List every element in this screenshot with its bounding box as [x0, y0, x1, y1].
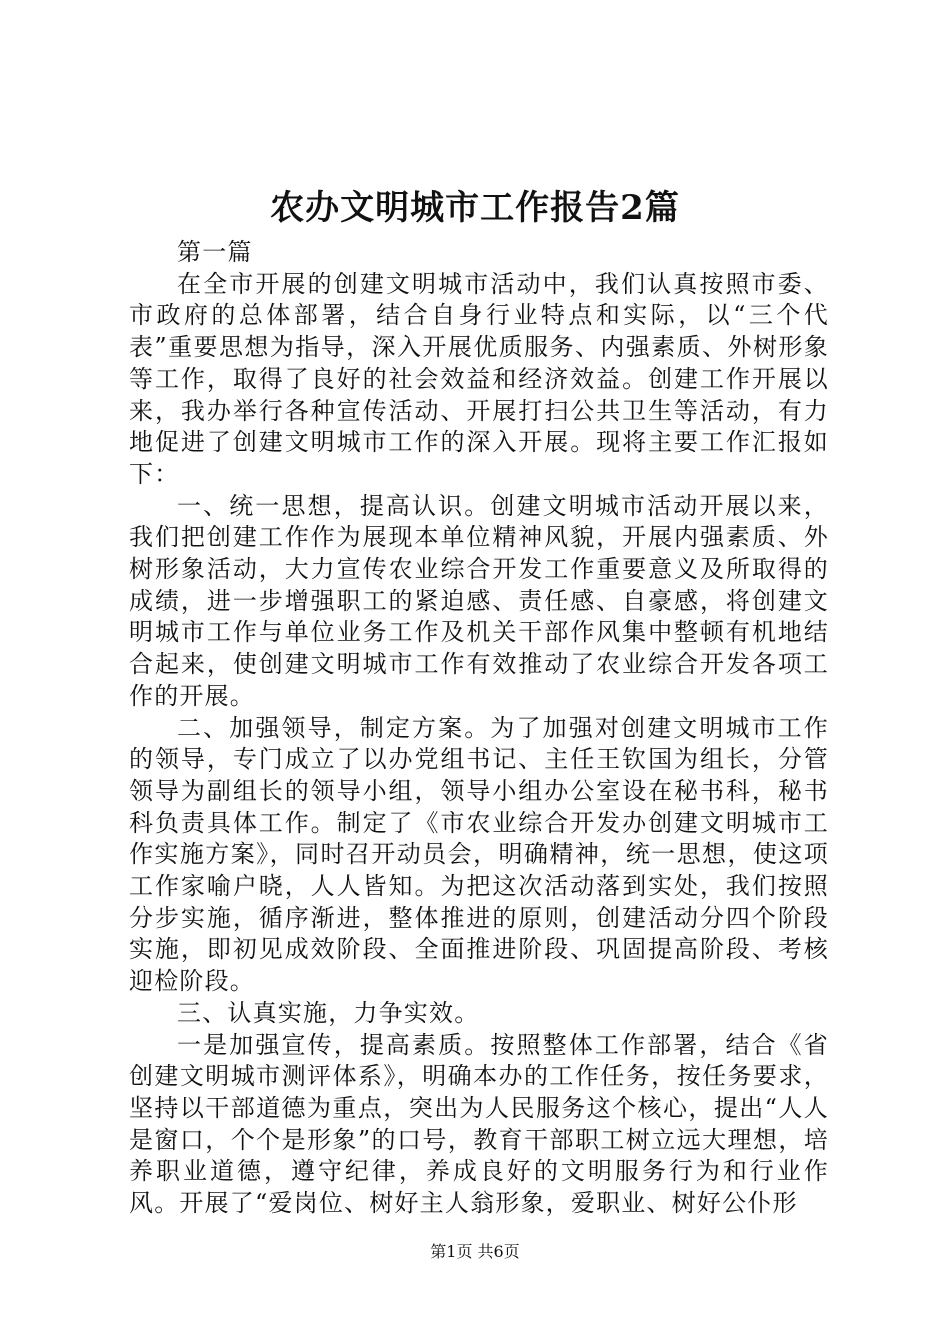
paragraph-subitem-1: 一是加强宣传，提高素质。按照整体工作部署，结合《省创建文明城市测评体系》，明确本办的工作任务，按任务要求，坚持以干部道德为重点，突出为人民服务这个核心，提出“人人是窗口，个个是形象”的口号，教育干部职工树立远大理想，培养职业道德，遵守纪律，养成良好的文明服务行为和行业作风。开展了“爱岗位、树好主人翁形象，爱职业、树好公仆形: [129, 1030, 829, 1218]
section-heading: 第一篇: [177, 238, 253, 266]
paragraph-item-3: 三、认真实施，力争实效。: [177, 998, 480, 1027]
paragraph-item-2: 二、加强领导，制定方案。为了加强对创建文明城市工作的领导，专门成立了以办党组书记、主任王钦国为组长，分管领导为副组长的领导小组，领导小组办公室设在秘书科，秘书科负责具体工作。制定了《市农业综合开发办创建文明城市工作实施方案》，同时召开动员会，明确精神，统一思想，使这项工作家喻户晓，人人皆知。为把这次活动落到实处，我们按照分步实施，循序渐进，整体推进的原则，创建活动分四个阶段实施，即初见成效阶段、全面推进阶段、巩固提高阶段、考核迎检阶段。: [129, 713, 829, 996]
page-number: 第1页 共6页: [430, 1242, 520, 1261]
document-title: 农办文明城市工作报告2篇: [270, 188, 680, 228]
document-body: [129, 237, 829, 1220]
paragraph-item-1: 一、统一思想，提高认识。创建文明城市活动开展以来，我们把创建工作作为展现本单位精神风貌，开展内强素质、外树形象活动，大力宣传农业综合开发工作重要意义及所取得的成绩，进一步增强职工的紧迫感、责任感、自豪感，将创建文明城市工作与单位业务工作及机关干部作风集中整顿有机地结合起来，使创建文明城市工作有效推动了农业综合开发各项工作的开展。: [129, 491, 829, 710]
intro-paragraph: 在全市开展的创建文明城市活动中，我们认真按照市委、市政府的总体部署，结合自身行业特点和实际，以“三个代表”重要思想为指导，深入开展优质服务、内强素质、外树形象等工作，取得了良好的社会效益和经济效益。创建工作开展以来，我办举行各种宣传活动、开展打扫公共卫生等活动，有力地促进了创建文明城市工作的深入开展。现将主要工作汇报如下：: [129, 269, 829, 488]
